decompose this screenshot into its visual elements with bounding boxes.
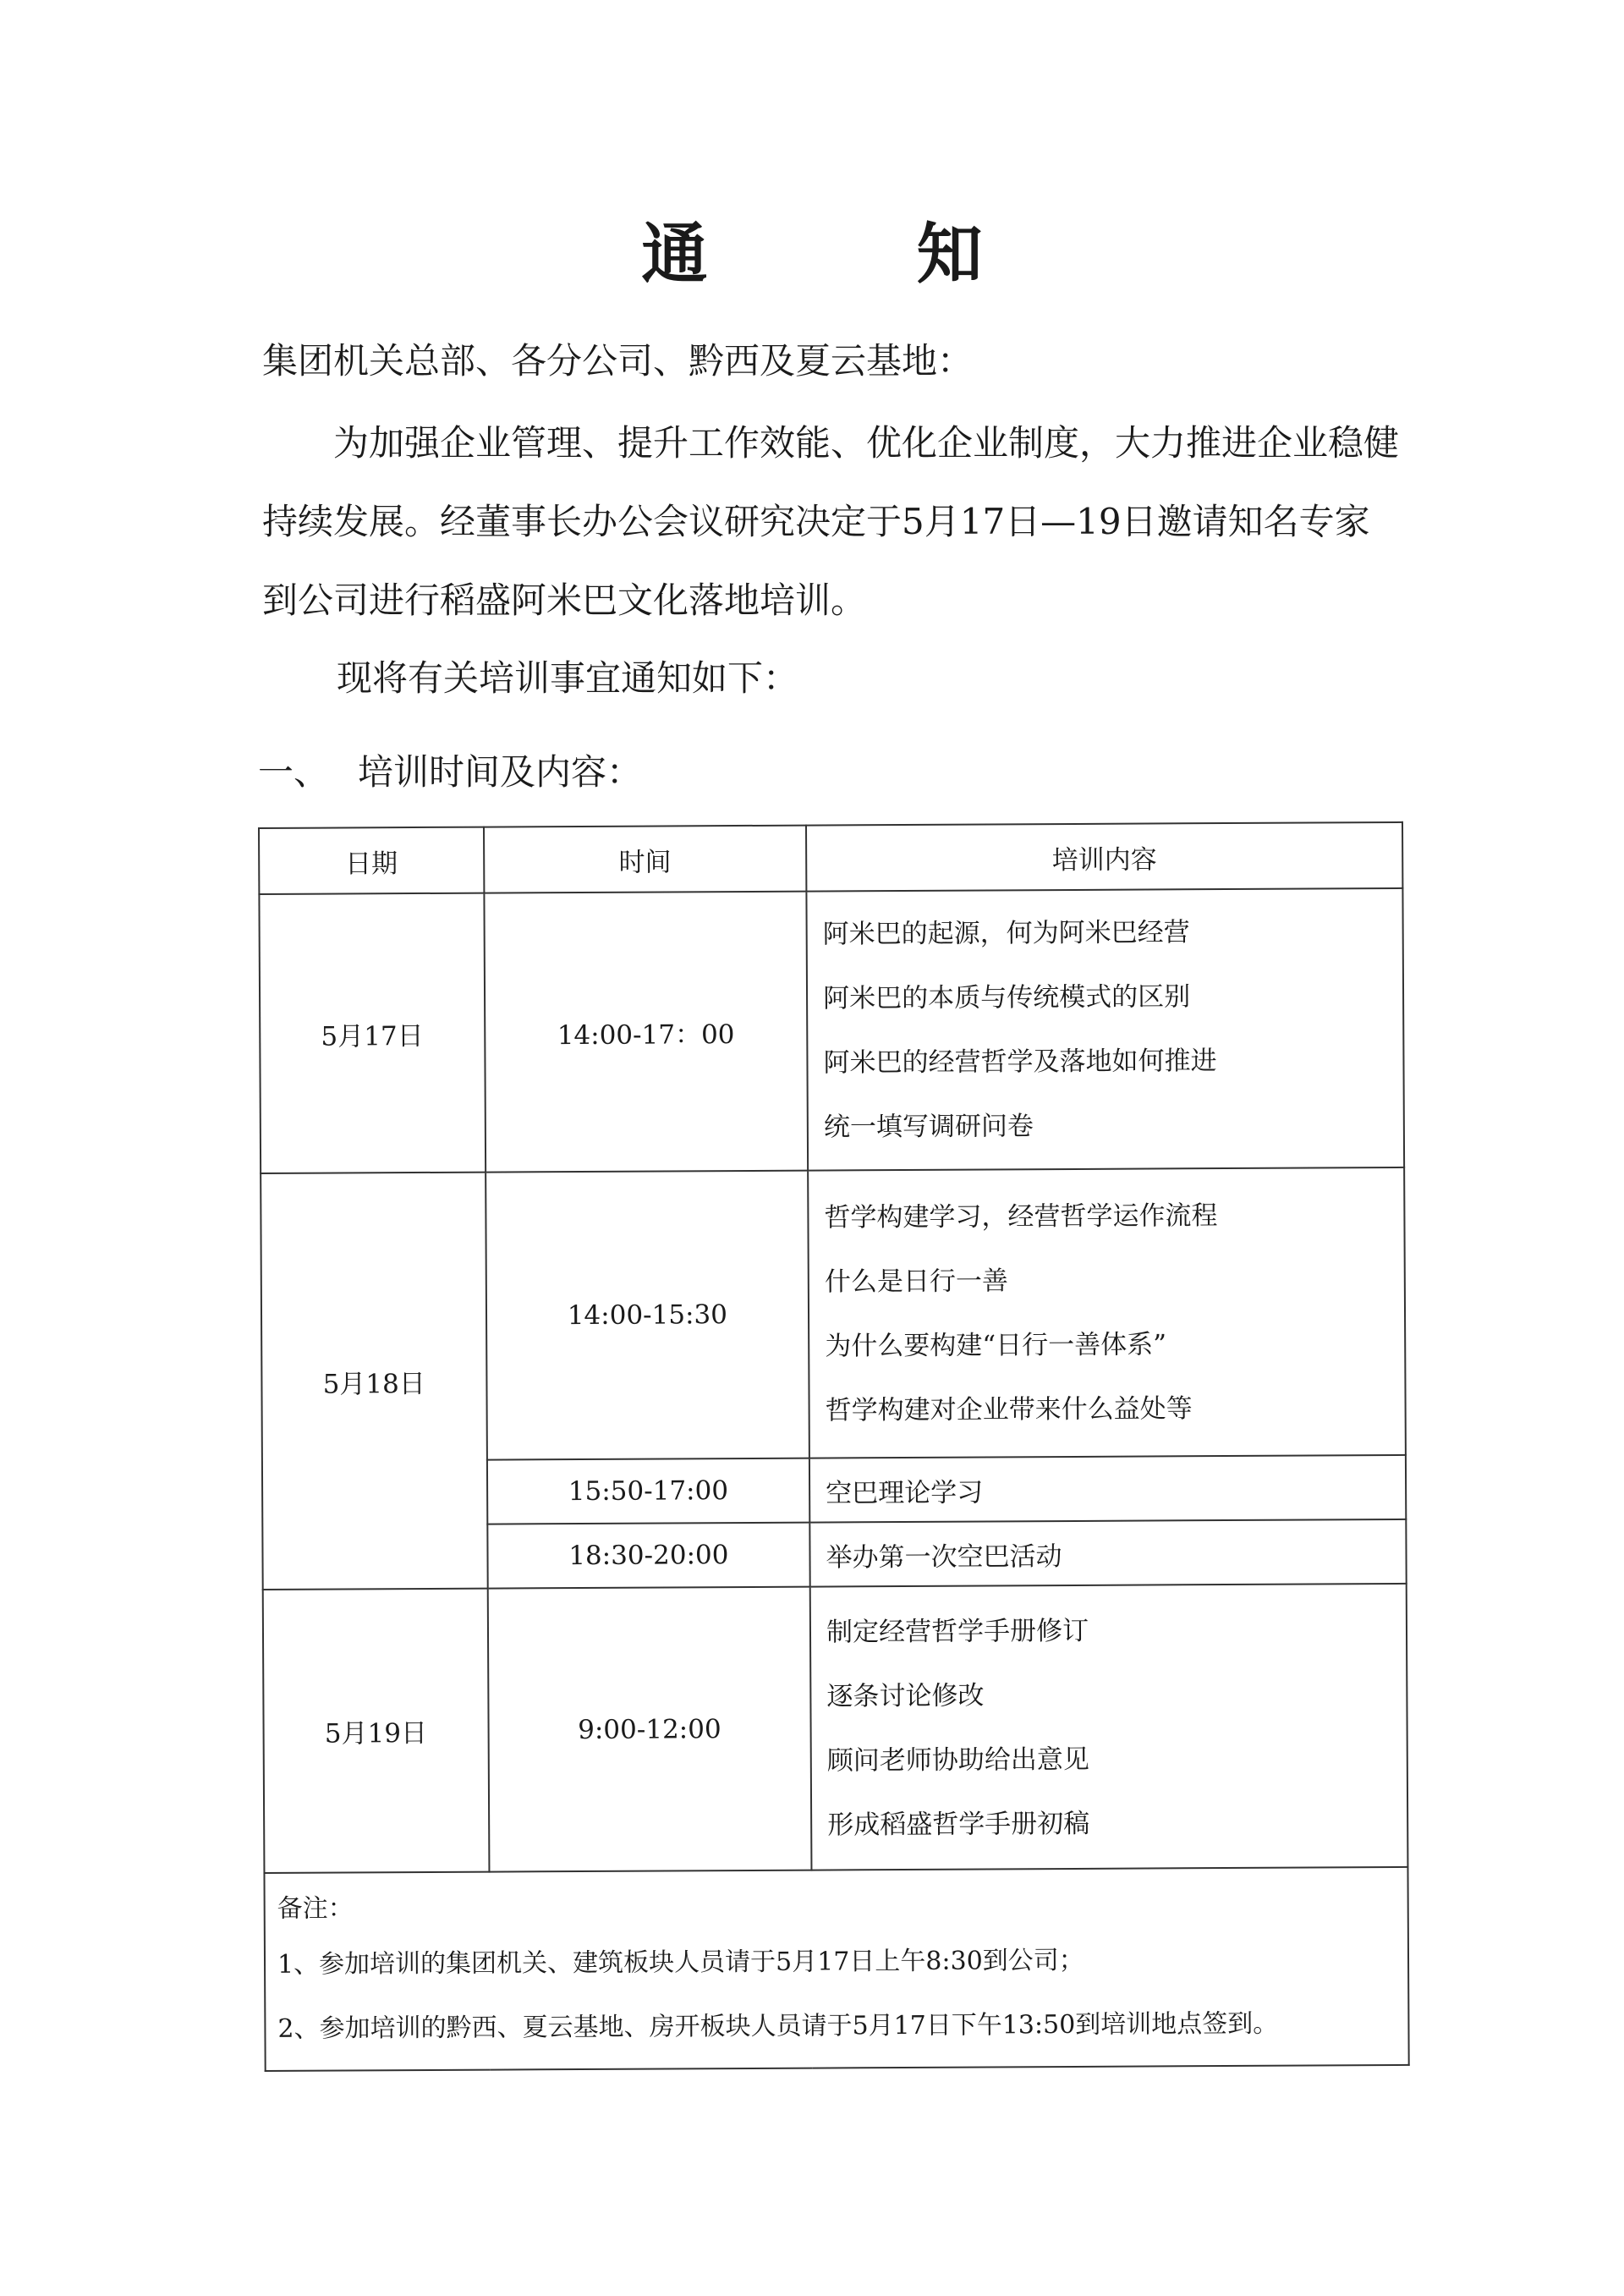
content-cell [810, 1584, 1408, 1870]
content-cell: 举办第一次空巴活动 [809, 1519, 1406, 1587]
content-item: 什么是日行一善 [824, 1266, 1008, 1298]
section-label: 培训时间及内容： [358, 751, 643, 793]
date-cell: 5月19日 [263, 1589, 489, 1873]
content-item: 哲学构建对企业带来什么益处等 [825, 1393, 1193, 1426]
content-item: 制定经营哲学手册修订 [826, 1615, 1089, 1647]
table-row [263, 1584, 1408, 1873]
addressee: 集团机关总部、各分公司、黔西及夏云基地： [262, 340, 974, 382]
body-paragraph: 为加强企业管理、提升工作效能、优化企业制度，大力推进企业稳健持续发展。经董事长办公会议研究决定于5月17日—19日邀请知名专家到公司进行稻盛阿米巴文化落地培训。 [262, 422, 1400, 621]
content-cell [808, 1167, 1406, 1458]
notes-label: 备注： [277, 1893, 354, 1924]
content-item: 统一填写调研问卷 [823, 1111, 1034, 1143]
content-item: 阿米巴的本质与传统模式的区别 [823, 981, 1191, 1014]
section-heading [258, 744, 642, 795]
time-cell: 18:30-20:00 [487, 1523, 810, 1589]
content-cell [806, 888, 1404, 1171]
content-item: 形成稻盛哲学手册初稿 [827, 1808, 1090, 1840]
schedule-table [258, 821, 1410, 2072]
content-item: 逐条讨论修改 [826, 1680, 985, 1711]
content-item: 为什么要构建“日行一善体系” [825, 1329, 1167, 1362]
notes-line: 1、参加培训的集团机关、建筑板块人员请于5月17日上午8:30到公司； [277, 1945, 1084, 1980]
header-date: 日期 [259, 827, 484, 894]
time-cell: 14:00-17：00 [484, 892, 808, 1173]
notes-line: 2、参加培训的黔西、夏云基地、房开板块人员请于5月17日下午13:50到培训地点签到。 [277, 2008, 1279, 2044]
table-row [259, 888, 1404, 1173]
content-item: 哲学构建学习，经营哲学运作流程 [824, 1200, 1218, 1233]
date-cell: 5月18日 [261, 1173, 487, 1590]
time-cell: 15:50-17:00 [487, 1458, 810, 1524]
table-header-row [259, 822, 1402, 894]
content-cell: 空巴理论学习 [809, 1455, 1406, 1523]
notes-cell [264, 1867, 1408, 2071]
content-item: 阿米巴的起源，何为阿米巴经营 [822, 917, 1190, 950]
time-cell: 9:00-12:00 [487, 1587, 811, 1872]
date-cell: 5月17日 [259, 893, 485, 1173]
content-item: 阿米巴的经营哲学及落地如何推进 [823, 1046, 1217, 1079]
page-title: 通 知 [641, 216, 1076, 293]
notes-row [264, 1867, 1408, 2071]
section-number: 一、 [258, 751, 330, 793]
body-paragraph-2: 现将有关培训事宜通知如下： [337, 657, 799, 699]
header-content: 培训内容 [806, 822, 1402, 892]
table-row [261, 1167, 1406, 1461]
time-cell: 14:00-15:30 [486, 1171, 809, 1460]
content-item: 顾问老师协助给出意见 [826, 1744, 1089, 1776]
header-time: 时间 [484, 826, 807, 893]
